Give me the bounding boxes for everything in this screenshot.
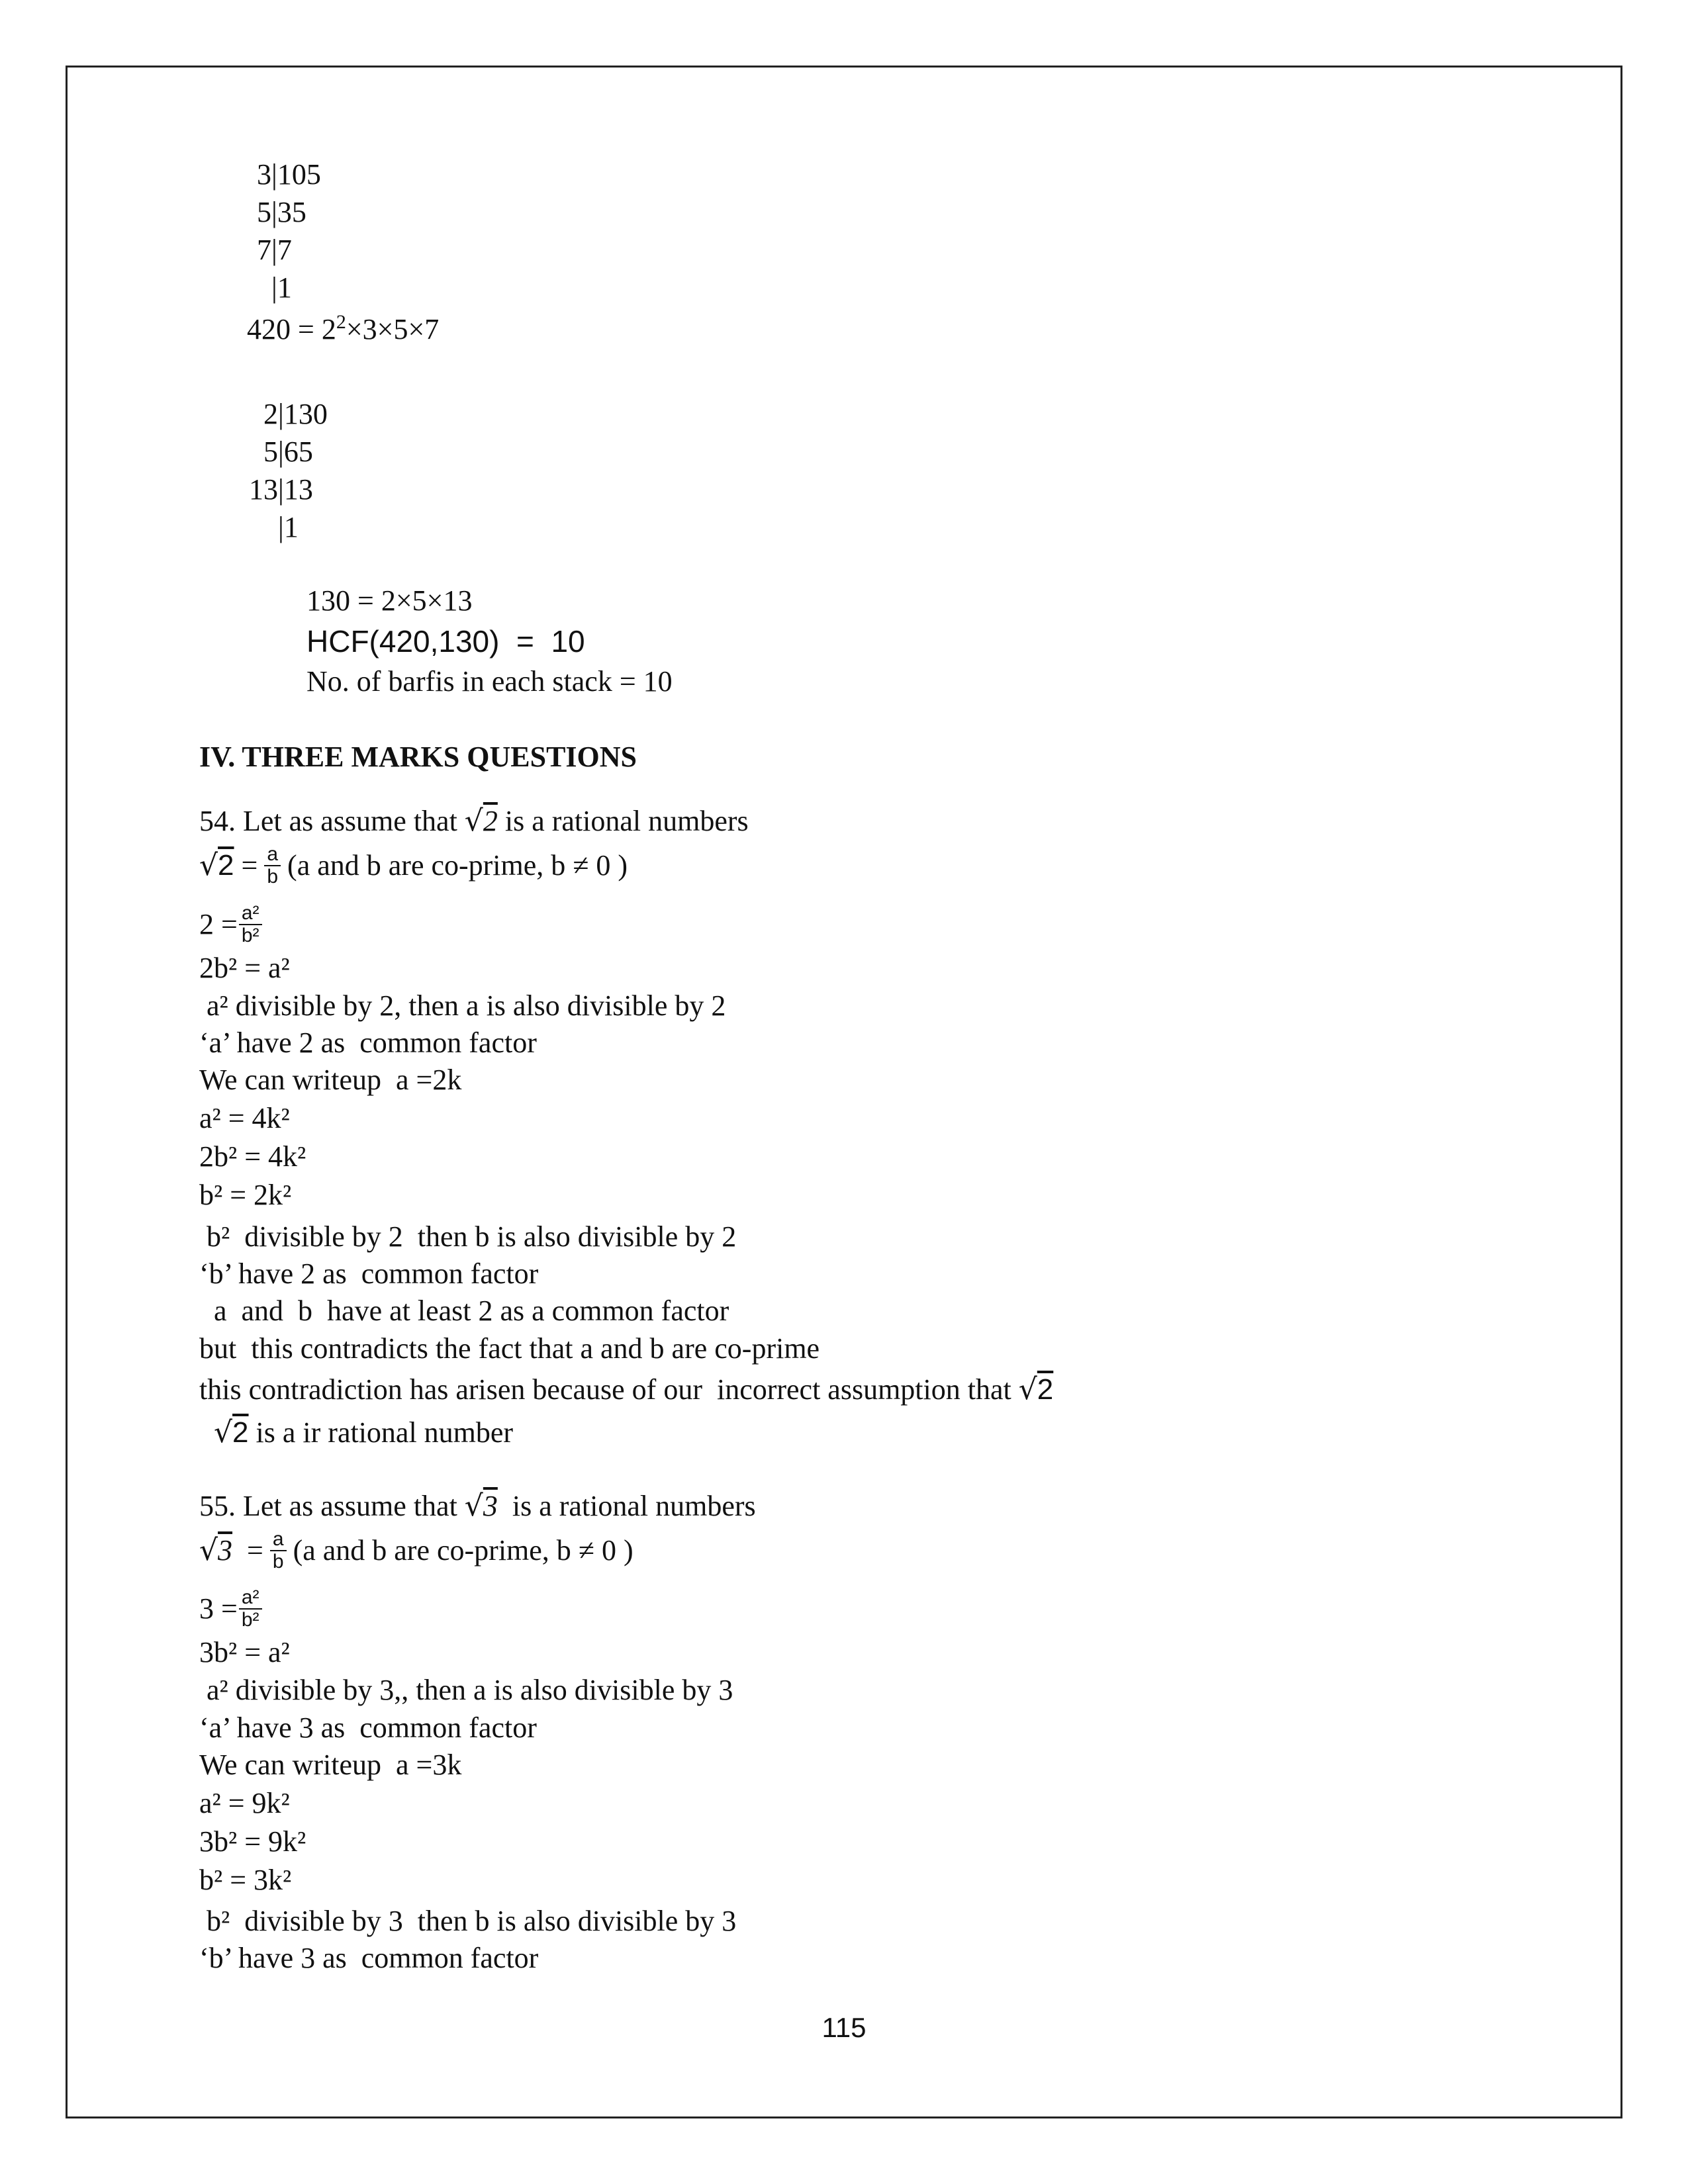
sqrt-icon: √ bbox=[214, 1416, 233, 1449]
division-row: |1 bbox=[278, 511, 299, 543]
q54-equation: √2 = $\frac{a}{b}$ (a and b are co-prime, b ≠ 0 ) bbox=[199, 843, 628, 887]
q55-line: ‘a’ have 3 as common factor bbox=[199, 1711, 537, 1744]
sqrt-icon: √ bbox=[199, 848, 218, 883]
sqrt-icon: √ bbox=[199, 1533, 218, 1568]
q55-line: ‘b’ have 3 as common factor bbox=[199, 1942, 539, 1974]
q54-line: this contradiction has arisen because of our incorrect assumption that √2 bbox=[199, 1373, 1054, 1406]
q55-line: We can writeup a =3k bbox=[199, 1749, 462, 1781]
q55-line: b² = 3k² bbox=[199, 1864, 292, 1896]
fraction: $\frac{a}{b}$ bbox=[270, 1529, 287, 1572]
section-heading: IV. THREE MARKS QUESTIONS bbox=[199, 741, 637, 773]
division-row: 5|65 bbox=[263, 435, 313, 468]
fraction: $\frac{\text{a²}}{\text{b²}}$ bbox=[239, 903, 262, 946]
q54-line: 2b² = a² bbox=[199, 952, 290, 984]
q55-three-eq: 3 = $\frac{\text{a²}}{\text{b²}}$ bbox=[199, 1590, 269, 1633]
q54-line: ‘b’ have 2 as common factor bbox=[199, 1257, 539, 1290]
factorization-420-result: $420 = 2^2\times 3\times 5\times 7$ bbox=[247, 311, 440, 345]
page-number: 115 bbox=[821, 2012, 867, 2043]
fraction: $\frac{a}{b}$ bbox=[264, 844, 281, 887]
q54-line: b² divisible by 2 then b is also divisible by 2 bbox=[199, 1220, 737, 1253]
q55-line: 3b² = 9k² bbox=[199, 1825, 306, 1858]
q55-line: b² divisible by 3 then b is also divisible by 3 bbox=[199, 1905, 737, 1937]
q54-line: We can writeup a =2k bbox=[199, 1064, 462, 1096]
hcf-line: HCF(420,130) = 10 bbox=[306, 624, 585, 659]
fraction: $\frac{\text{a²}}{\text{b²}}$ bbox=[239, 1587, 262, 1631]
sqrt-icon: √ bbox=[464, 804, 483, 838]
division-row: 3|105 bbox=[257, 158, 321, 191]
q54-line: b² = 2k² bbox=[199, 1179, 292, 1211]
q54-line: ‘a’ have 2 as common factor bbox=[199, 1026, 537, 1059]
q54-line: a² = 4k² bbox=[199, 1102, 290, 1134]
division-row: |1 bbox=[271, 271, 292, 304]
q54-line: √2 is a ir rational number bbox=[214, 1416, 514, 1449]
q55-line: a² divisible by 3,, then a is also divisible by 3 bbox=[199, 1674, 733, 1706]
division-row: 2|130 bbox=[263, 398, 328, 430]
sqrt-icon: √ bbox=[464, 1489, 483, 1523]
q54-line: 2b² = 4k² bbox=[199, 1140, 306, 1173]
factorization-130-result: 130 = 2×5×13 bbox=[306, 584, 473, 617]
q54-two-eq: 2 = $\frac{\text{a²}}{\text{b²}}$ bbox=[199, 905, 269, 949]
q54-line: a² divisible by 2, then a is also divisible by 2 bbox=[199, 989, 726, 1022]
q54-intro: 54. Let as assume that √2 is a rational numbers bbox=[199, 804, 749, 838]
conclusion-line: No. of barfis in each stack = 10 bbox=[306, 665, 673, 698]
q55-equation: √3 = $\frac{a}{b}$ (a and b are co-prime, b ≠ 0 ) bbox=[199, 1528, 633, 1572]
division-row: 13|13 bbox=[249, 473, 313, 506]
q55-line: 3b² = a² bbox=[199, 1636, 290, 1668]
q54-line: a and b have at least 2 as a common factor bbox=[199, 1295, 729, 1327]
q55-line: a² = 9k² bbox=[199, 1787, 290, 1819]
q55-intro: 55. Let as assume that √3 is a rational numbers bbox=[199, 1489, 756, 1523]
division-row: 7|7 bbox=[257, 234, 292, 266]
q54-line: but this contradicts the fact that a and b are co-prime bbox=[199, 1332, 820, 1365]
sqrt-icon: √ bbox=[1018, 1373, 1037, 1406]
division-row: 5|35 bbox=[257, 196, 306, 228]
